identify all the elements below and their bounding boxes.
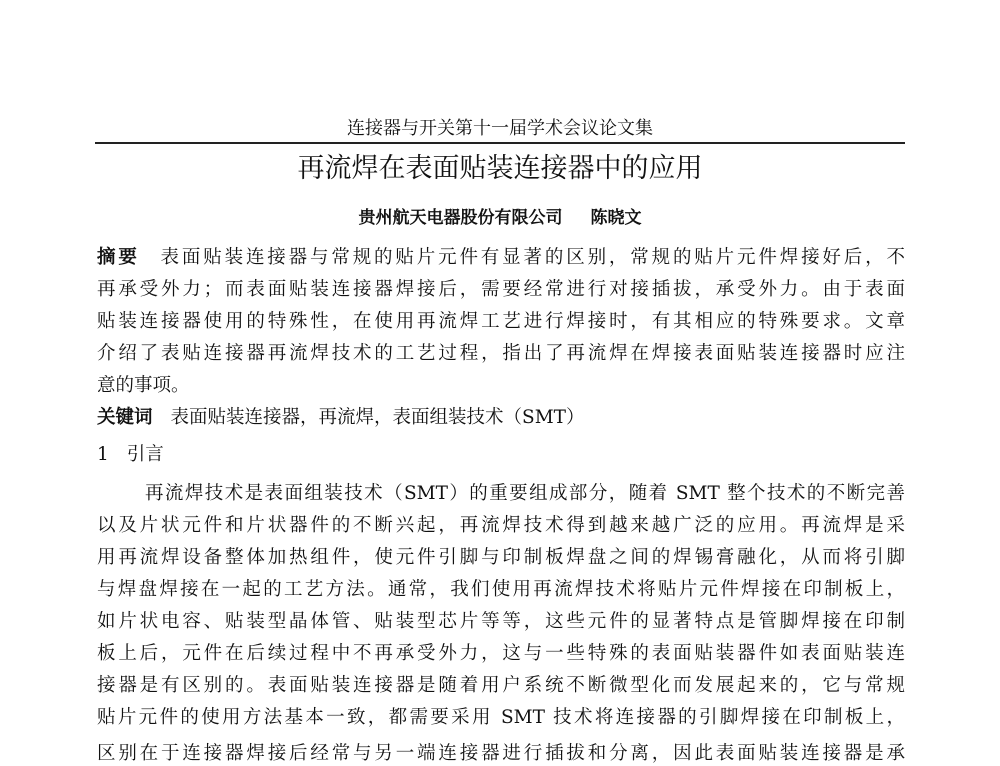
affiliation: 贵州航天电器股份有限公司 bbox=[358, 208, 563, 228]
abstract-line: 介绍了表贴连接器再流焊技术的工艺过程，指出了再流焊在焊接表面贴装连接器时应注 bbox=[97, 343, 905, 364]
body-line: 再流焊技术是表面组装技术（SMT）的重要组成部分，随着 SMT 整个技术的不断完善 bbox=[145, 483, 905, 504]
abstract-label: 摘要 bbox=[97, 247, 140, 268]
body-line: 接器是有区别的。表面贴装连接器是随着用户系统不断微型化而发展起来的，它与常规 bbox=[97, 675, 905, 696]
paper-title: 再流焊在表面贴装连接器中的应用 bbox=[297, 153, 703, 184]
body-line: 板上后，元件在后续过程中不再承受外力，这与一些特殊的表面贴装器件如表面贴装连 bbox=[97, 643, 905, 664]
body-line: 以及片状元件和片状器件的不断兴起，再流焊技术得到越来越广泛的应用。再流焊是采 bbox=[97, 515, 905, 536]
body-line: 区别在于连接器焊接后经常与另一端连接器进行插拔和分离，因此表面贴装连接器是承 bbox=[97, 743, 905, 764]
abstract-line: 摘要 表面贴装连接器与常规的贴片元件有显著的区别，常规的贴片元件焊接好后，不 bbox=[97, 247, 905, 268]
body-line: 贴片元件的使用方法基本一致，都需要采用 SMT 技术将连接器的引脚焊接在印制板上， bbox=[97, 707, 905, 728]
keywords-label: 关键词 bbox=[97, 407, 153, 428]
body-line: 如片状电容、贴装型晶体管、贴装型芯片等等，这些元件的显著特点是管脚焊接在印制 bbox=[97, 611, 905, 632]
abstract-line: 再承受外力；而表面贴装连接器焊接后，需要经常进行对接插拔，承受外力。由于表面 bbox=[97, 279, 905, 300]
body-line: 与焊盘焊接在一起的工艺方法。通常，我们使用再流焊技术将贴片元件焊接在印制板上， bbox=[97, 579, 905, 600]
abstract-line: 贴装连接器使用的特殊性，在使用再流焊工艺进行焊接时，有其相应的特殊要求。文章 bbox=[97, 311, 905, 332]
abstract-line: 意的事项。 bbox=[97, 375, 190, 396]
header-rule bbox=[95, 142, 905, 144]
author-name: 陈晓文 bbox=[590, 208, 642, 228]
keywords bbox=[97, 406, 905, 430]
section-heading: 1 引言 bbox=[97, 444, 164, 465]
body-line: 用再流焊设备整体加热组件，使元件引脚与印制板焊盘之间的焊锡膏融化，从而将引脚 bbox=[97, 547, 905, 568]
keywords-text: 表面贴装连接器，再流焊，表面组装技术（SMT） bbox=[170, 407, 585, 428]
author-line bbox=[0, 203, 1000, 228]
running-header: 连接器与开关第十一届学术会议论文集 bbox=[347, 118, 653, 139]
